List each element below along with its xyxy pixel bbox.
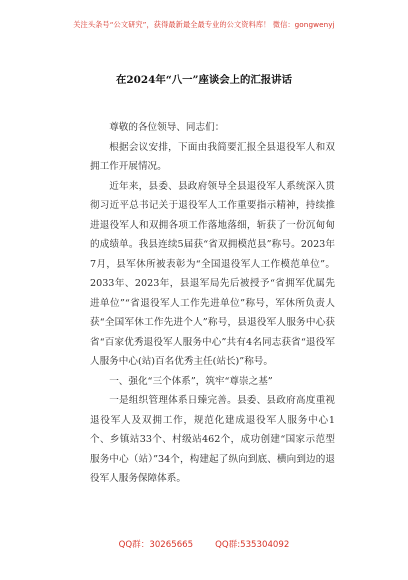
footer [0, 538, 408, 550]
top-banner: 关注头条号“公文研究”，获得最新最全最专业的公文资料库！ 微信：gongwenyj [73, 20, 335, 29]
document-title: 在2024年“八一”座谈会上的汇报讲话 [116, 74, 292, 86]
paragraph-achievements: 近年来，县委、县政府领导全县退役军人系统深入贯彻习近平总书记关于退役军人工作重要指示精神，持续推进退役军人和双拥各项工作落地落细，斩获了一份沉甸甸的成绩单。我县连续5届获“省双拥模范县”称号。2023年7月，县军休所被表彰为“全国退役军人工作模范单位”。2033年、2023年，县退军局先后被授予“省拥军优属先进单位”“省退役军人工作先进单位”称号，军休所负责人获“全国军休工作先进个人”称号，县退役军人服务中心获省“百家优秀退役军人服务中心”共有4名同志获省“退役军人服务中心(站)百名优秀主任(站长)”称号。 [90, 180, 335, 367]
section-heading: 一、强化“三个体系”，筑牢“尊崇之基” [109, 375, 273, 387]
document-body [90, 118, 335, 489]
footer-qq-group-1: QQ群：30265665 [118, 540, 194, 550]
greeting: 尊敬的各位领导、同志们： [109, 122, 225, 133]
paragraph-organization: 一是组织管理体系日臻完善。县委、县政府高度重视退役军人及双拥工作，规范化建成退役军人服务中心1个、乡镇站33个、村级站462个，成功创建“国家示范型服务中心（站）”34个，构建起了纵向到底、横向到边的退役军人服务保障体系。 [90, 395, 335, 484]
footer-qq-group-2: QQ群:535304092 [215, 540, 290, 550]
paragraph-intro: 根据会议安排，下面由我简要汇报全县退役军人和双拥工作开展情况。 [90, 141, 335, 172]
